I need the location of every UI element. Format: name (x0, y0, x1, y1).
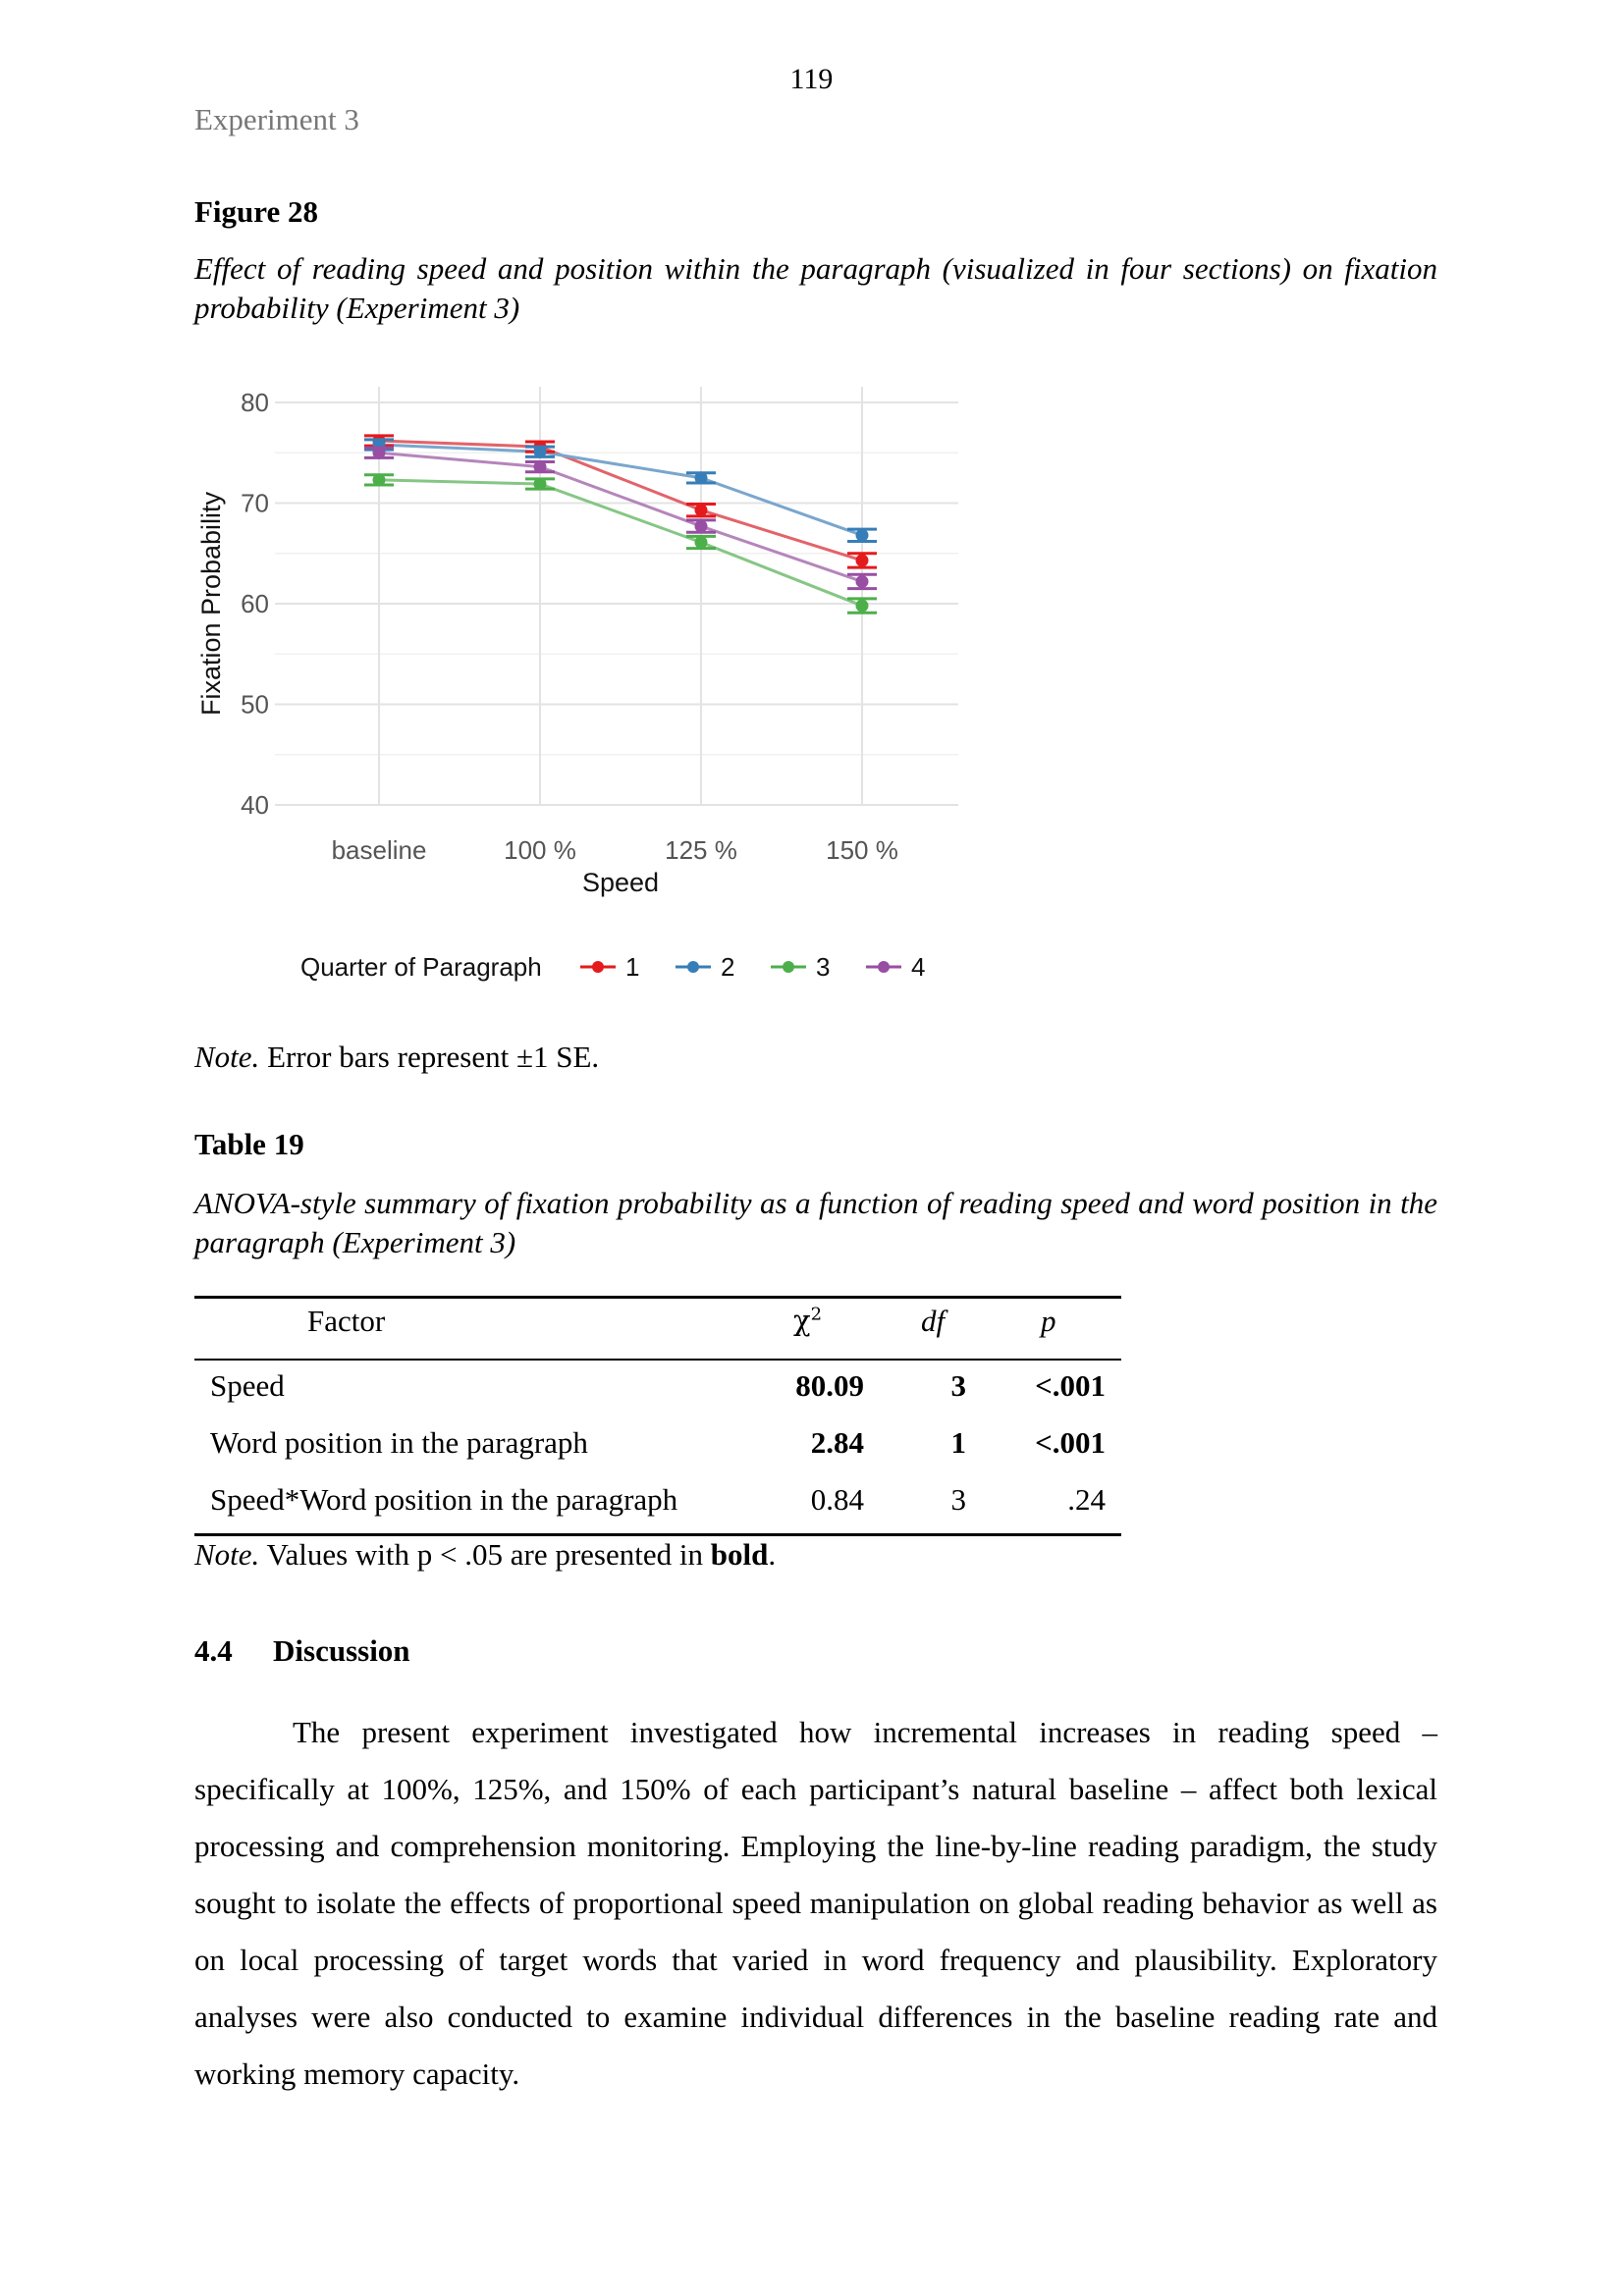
row-speed-p: <.001 (1035, 1368, 1106, 1403)
series-3-point (534, 478, 547, 491)
section-heading (194, 1633, 410, 1669)
series-4-point (695, 520, 708, 533)
running-head: Experiment 3 (194, 102, 359, 136)
header-factor: Factor (307, 1304, 386, 1338)
section-title: Discussion (273, 1633, 410, 1668)
legend-key-3-point (783, 961, 794, 973)
y-tick-label: 50 (241, 689, 269, 720)
legend-label-3: 3 (816, 952, 831, 982)
row-speed-df: 3 (950, 1368, 966, 1403)
legend-label-1: 1 (625, 952, 640, 982)
header-chi2 (793, 1304, 822, 1337)
y-tick-label: 70 (241, 488, 269, 518)
table-header-rule (194, 1359, 1121, 1361)
series-3-point (373, 473, 386, 486)
series-2-point (534, 446, 547, 458)
legend-key-1-point (592, 961, 604, 973)
table-label: Table 19 (194, 1127, 304, 1161)
x-tick-label: baseline (331, 835, 427, 865)
row-position-chi2: 2.84 (810, 1425, 864, 1460)
header-chi2-superscript: 2 (810, 1304, 823, 1325)
anova-table (194, 1292, 1121, 1541)
legend-title: Quarter of Paragraph (300, 952, 542, 982)
row-interaction-df: 3 (950, 1482, 966, 1517)
discussion-paragraph: The present experiment investigated how incremental increases in reading speed – specifically at 100%, 125%, and 150% of each participant’s natural baseline – affect both lexical processing and comprehension monitoring. Employing the line-by-line reading paradigm, the study sought to isolate the effects of proportional speed manipulation on global reading behavior as well as on local processing of target words that varied in word frequency and plausibility. Exploratory analyses were also conducted to examine individual differences in the baseline reading rate and working memory capacity. (194, 1715, 1437, 2091)
series-3-point (856, 600, 869, 613)
fixation-probability-chart (192, 377, 978, 1005)
row-interaction-p: .24 (1067, 1482, 1106, 1517)
series-3-line (379, 480, 862, 606)
row-position-p: <.001 (1035, 1425, 1106, 1460)
page-number: 119 (789, 63, 834, 95)
discussion-body (194, 1704, 1437, 2103)
series-2-point (856, 529, 869, 542)
row-position-factor: Word position in the paragraph (210, 1425, 588, 1460)
x-axis-title: Speed (581, 868, 660, 897)
row-interaction-chi2: 0.84 (810, 1482, 864, 1517)
series-1-point (695, 504, 708, 516)
series-4-point (373, 447, 386, 459)
row-interaction-factor: Speed*Word position in the paragraph (210, 1482, 678, 1517)
header-chi2-symbol: χ (793, 1304, 811, 1337)
header-df: df (921, 1304, 946, 1338)
section-number: 4.4 (194, 1633, 233, 1668)
table-note-bold: bold (710, 1537, 769, 1572)
table-note (194, 1537, 776, 1573)
table-note-label: Note. (194, 1537, 260, 1572)
figure-note (194, 1040, 599, 1075)
table-note-end: . (768, 1537, 777, 1572)
row-speed-factor: Speed (210, 1368, 285, 1403)
x-tick-label: 150 % (826, 835, 898, 865)
table-caption: ANOVA-style summary of fixation probability as a function of reading speed and word position in the paragraph (Experiment 3) (194, 1186, 1437, 1259)
series-4-line (379, 453, 862, 581)
legend-key-2-point (687, 961, 699, 973)
y-tick-label: 40 (241, 790, 269, 820)
row-position-df: 1 (950, 1425, 966, 1460)
series-2-point (695, 471, 708, 484)
series-1-point (856, 554, 869, 566)
header-p: p (1041, 1304, 1056, 1338)
row-speed-chi2: 80.09 (795, 1368, 864, 1403)
y-tick-label: 80 (241, 388, 269, 417)
table-top-rule (194, 1296, 1121, 1299)
figure-label: Figure 28 (194, 194, 318, 229)
x-tick-label: 125 % (665, 835, 737, 865)
series-4-point (856, 575, 869, 588)
y-tick-label: 60 (241, 589, 269, 618)
x-tick-label: 100 % (504, 835, 576, 865)
legend-label-4: 4 (911, 952, 926, 982)
series-3-point (695, 536, 708, 549)
figure-note-text: Error bars represent ±1 SE. (259, 1040, 600, 1074)
table-note-text: Values with p < .05 are presented in (259, 1537, 711, 1572)
legend-key-4-point (878, 961, 890, 973)
figure-caption: Effect of reading speed and position within the paragraph (visualized in four sections) on fixation probability (Experiment 3) (194, 251, 1437, 325)
legend-label-2: 2 (721, 952, 735, 982)
table-bottom-rule (194, 1533, 1121, 1536)
figure-note-label: Note. (194, 1040, 260, 1074)
series-4-point (534, 460, 547, 473)
y-axis-title: Fixation Probability (196, 491, 226, 717)
